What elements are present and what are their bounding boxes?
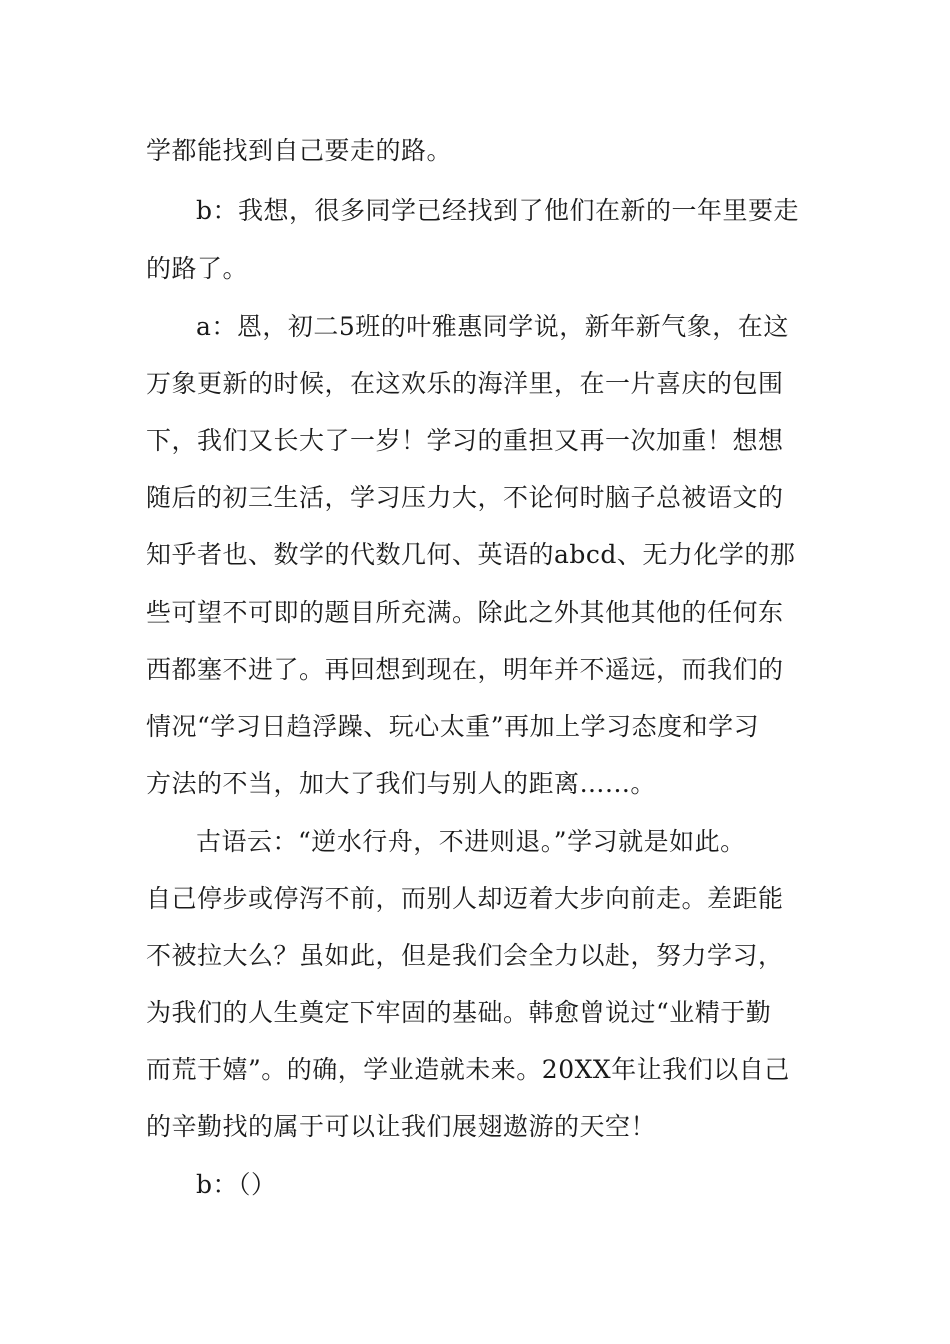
text-line: b：（） — [196, 1170, 277, 1199]
text-line: 下，我们又长大了一岁！学习的重担又再一次加重！想想 — [146, 426, 784, 455]
text-line: 西都塞不进了。再回想到现在，明年并不遥远，而我们的 — [146, 655, 784, 684]
text-line: 情况“学习日趋浮躁、玩心太重”再加上学习态度和学习 — [146, 712, 760, 741]
text-line: 古语云：“逆水行舟，不进则退。”学习就是如此。 — [196, 827, 746, 856]
text-line: 知乎者也、数学的代数几何、英语的abcd、无力化学的那 — [146, 540, 796, 569]
text-line: 的路了。 — [146, 254, 249, 283]
text-line: 而荒于嬉”。的确，学业造就未来。20XX年让我们以自己 — [146, 1055, 790, 1084]
text-line: 些可望不可即的题目所充满。除此之外其他其他的任何东 — [146, 598, 784, 627]
text-line: 万象更新的时候，在这欢乐的海洋里，在一片喜庆的包围 — [146, 369, 784, 398]
text-line: 不被拉大么？虽如此，但是我们会全力以赴，努力学习， — [146, 941, 784, 970]
text-line: b：我想，很多同学已经找到了他们在新的一年里要走 — [196, 196, 800, 225]
text-line: a：恩，初二5班的叶雅惠同学说，新年新气象，在这 — [196, 312, 789, 341]
text-line: 的辛勤找的属于可以让我们展翅遨游的天空！ — [146, 1112, 657, 1141]
text-line: 学都能找到自己要走的路。 — [146, 136, 453, 165]
text-line: 为我们的人生奠定下牢固的基础。韩愈曾说过“业精于勤 — [146, 998, 772, 1027]
text-line: 随后的初三生活，学习压力大，不论何时脑子总被语文的 — [146, 483, 784, 512]
text-line: 方法的不当，加大了我们与别人的距离…...。 — [146, 769, 656, 798]
text-line: 自己停步或停泻不前，而别人却迈着大步向前走。差距能 — [146, 884, 784, 913]
